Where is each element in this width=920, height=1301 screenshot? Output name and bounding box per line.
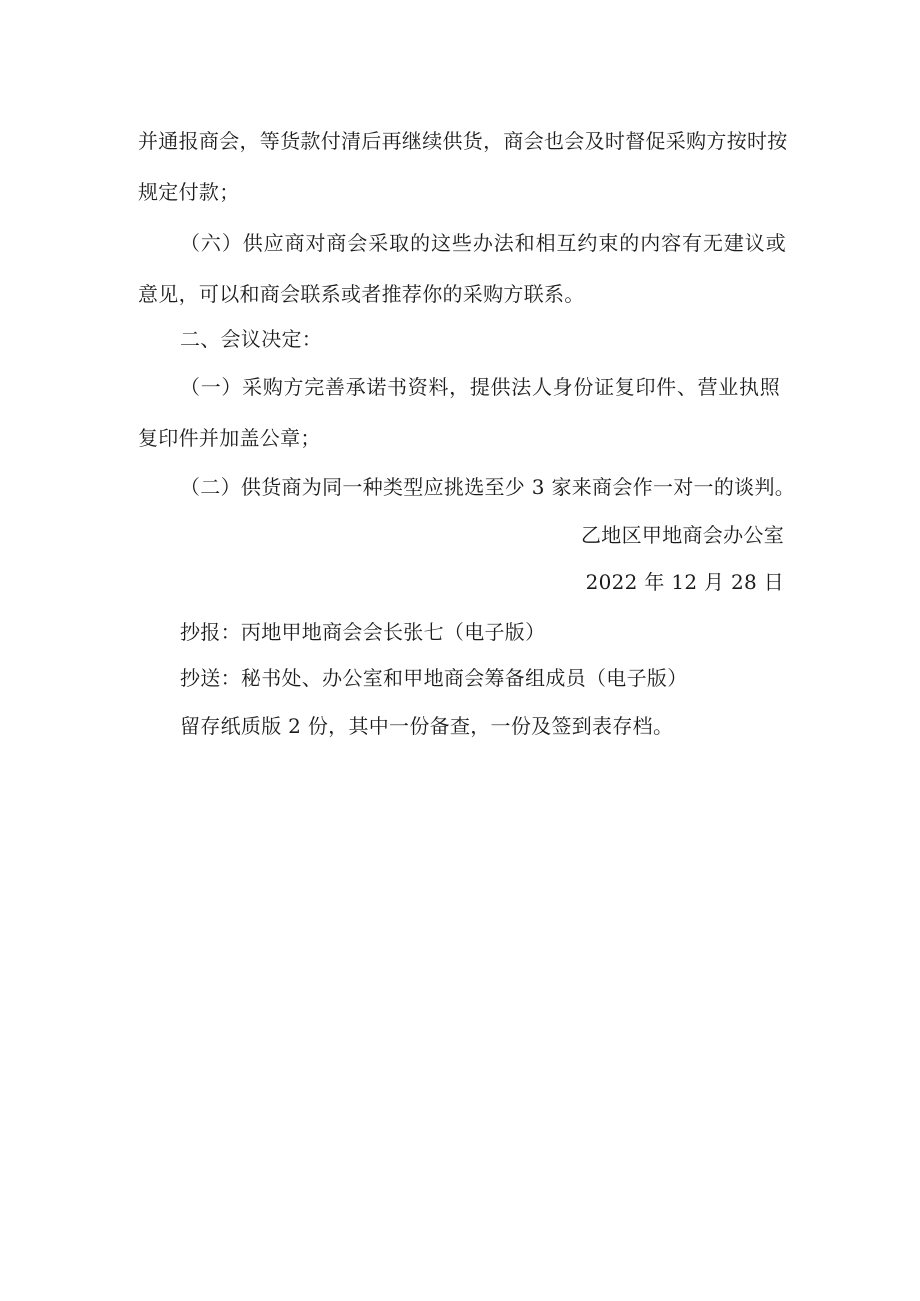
distribution-report: 抄报：丙地甲地商会会长张七（电子版） — [180, 620, 546, 644]
signature-organization: 乙地区甲地商会办公室 — [581, 523, 784, 547]
distribution-archive: 留存纸质版 2 份，其中一份备查，一份及签到表存档。 — [180, 714, 674, 738]
decision-one-line-2: 复印件并加盖公章； — [138, 426, 321, 450]
paragraph-continuation-line-1: 并通报商会，等货款付清后再继续供货，商会也会及时督促采购方按时按 — [138, 129, 788, 153]
decision-one-line-1: （一）采购方完善承诺书资料，提供法人身份证复印件、营业执照 — [180, 375, 780, 399]
paragraph-six-line-1: （六）供应商对商会采取的这些办法和相互约束的内容有无建议或 — [180, 231, 786, 255]
section-two-heading: 二、会议决定： — [180, 327, 323, 351]
paragraph-continuation-line-2: 规定付款； — [138, 180, 240, 204]
paragraph-six-line-2: 意见，可以和商会联系或者推荐你的采购方联系。 — [138, 282, 585, 306]
signature-date: 2022 年 12 月 28 日 — [585, 570, 784, 594]
decision-two: （二）供货商为同一种类型应挑选至少 3 家来商会作一对一的谈判。 — [180, 475, 796, 499]
distribution-send: 抄送：秘书处、办公室和甲地商会筹备组成员（电子版） — [180, 666, 688, 690]
